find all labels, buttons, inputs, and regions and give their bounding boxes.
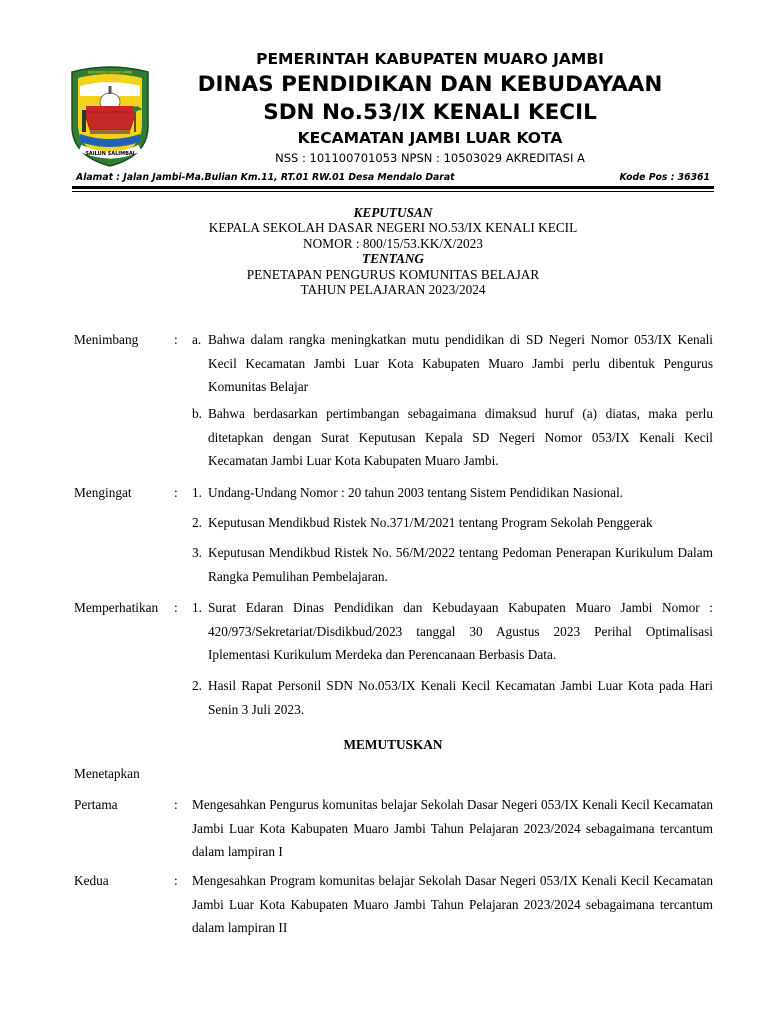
memperhatikan-2-text: Hasil Rapat Personil SDN No.053/IX Kenali Kecil Kecamatan Jambi Luar Kota pada Hari Senin 3 Juli 2023.	[208, 678, 713, 717]
memperhatikan-label: Memperhatikan	[74, 600, 159, 615]
address: Alamat : Jalan Jambi-Ma.Bulian Km.11, RT.01 RW.01 Desa Mendalo Darat	[76, 172, 455, 183]
pertama-colon: :	[174, 797, 178, 812]
menimbang-b-text: Bahwa berdasarkan pertimbangan sebagaimana dimaksud huruf (a) diatas, maka perlu ditetapkan dengan Surat Keputusan Kepala SD Negeri Nomor 053/IX Kenali Kecil Kecamatan Jambi Luar Kota Kabupaten Muaro Jambi.	[208, 406, 713, 468]
memperhatikan-colon: :	[174, 600, 178, 615]
logo-motto: SAILUN SALIMBAI	[85, 151, 135, 157]
muaro-jambi-emblem	[66, 64, 154, 168]
address-line	[76, 172, 710, 183]
kedua-colon: :	[174, 873, 178, 888]
pertama-label: Pertama	[74, 797, 118, 812]
logo-top-text: KABUPATEN MUARO JAMBI	[87, 70, 133, 75]
menimbang-colon: :	[174, 332, 178, 347]
mengingat-3-marker: 3.	[192, 545, 202, 560]
mengingat-1-text: Undang-Undang Nomor : 20 tahun 2003 tentang Sistem Pendidikan Nasional.	[208, 485, 624, 500]
letterhead	[170, 52, 690, 165]
decree-title	[0, 205, 768, 297]
subject-line-2: TAHUN PELAJARAN 2023/2024	[300, 282, 486, 298]
mengingat-3-text: Keputusan Mendikbud Ristek No. 56/M/2022 tentang Pedoman Penerapan Kurikulum Dalam Rangka Pemulihan Pembelajaran.	[208, 545, 713, 584]
mengingat-2-text: Keputusan Mendikbud Ristek No.371/M/2021 tentang Program Sekolah Penggerak	[208, 515, 653, 530]
kedua-text: Mengesahkan Program komunitas belajar Sekolah Dasar Negeri 053/IX Kenali Kecil Kecamatan Jambi Luar Kota Kabupaten Muaro Jambi Tahun Pelajaran 2023/2024 sebagaimana tercantum dalam lampiran II	[192, 873, 713, 935]
subject-line-1: PENETAPAN PENGURUS KOMUNITAS BELAJAR	[246, 266, 540, 282]
tentang-heading: TENTANG	[361, 251, 425, 267]
issuer: KEPALA SEKOLAH DASAR NEGERI NO.53/IX KENALI KECIL	[208, 220, 578, 236]
kedua-label: Kedua	[74, 873, 109, 888]
memutuskan-heading: MEMUTUSKAN	[343, 737, 443, 752]
menimbang-b-marker: b.	[192, 406, 202, 421]
memperhatikan-2-marker: 2.	[192, 678, 202, 693]
district-name: KECAMATAN JAMBI LUAR KOTA	[297, 128, 563, 147]
school-identifiers: NSS : 101100701053 NPSN : 10503029 AKREDITASI A	[275, 151, 585, 165]
mengingat-colon: :	[174, 485, 178, 500]
mengingat-2-marker: 2.	[192, 515, 202, 530]
menimbang-a-text: Bahwa dalam rangka meningkatkan mutu pendidikan di SD Negeri Nomor 053/IX Kenali Kecil Kecamatan Jambi Luar Kota Kabupaten Muaro Jambi perlu dibentuk Pengurus Komunitas Belajar	[208, 332, 713, 394]
postcode: Kode Pos : 36361	[619, 172, 710, 183]
pertama-text: Mengesahkan Pengurus komunitas belajar Sekolah Dasar Negeri 053/IX Kenali Kecil Kecamatan Jambi Luar Kota Kabupaten Muaro Jambi Tahun Pelajaran 2023/2024 sebagaimana tercantum dalam lampiran I	[192, 797, 713, 859]
mengingat-1-marker: 1.	[192, 485, 202, 500]
school-name: SDN No.53/IX KENALI KECIL	[263, 100, 597, 125]
keputusan-heading: KEPUTUSAN	[353, 205, 433, 220]
menimbang-a-marker: a.	[192, 332, 202, 347]
menetapkan-label: Menetapkan	[74, 766, 140, 781]
mengingat-label: Mengingat	[74, 485, 132, 500]
government-name: PEMERINTAH KABUPATEN MUARO JAMBI	[256, 50, 604, 68]
memperhatikan-1-text: Surat Edaran Dinas Pendidikan dan Kebudayaan Kabupaten Muaro Jambi Nomor : 420/973/Sekretariat/Disdikbud/2023 tanggal 30 Agustus 2023 Perihal Optimalisasi Iplementasi Kurikulum Merdeka dan Perencanaan Berbasis Data.	[208, 600, 713, 662]
menimbang-label: Menimbang	[74, 332, 139, 347]
letterhead-rule-thick	[72, 186, 714, 189]
letterhead-rule-thin	[72, 191, 714, 192]
memperhatikan-1-marker: 1.	[192, 600, 202, 615]
decree-number: NOMOR : 800/15/53.KK/X/2023	[303, 235, 483, 251]
department-name: DINAS PENDIDIKAN DAN KEBUDAYAAN	[197, 71, 663, 97]
